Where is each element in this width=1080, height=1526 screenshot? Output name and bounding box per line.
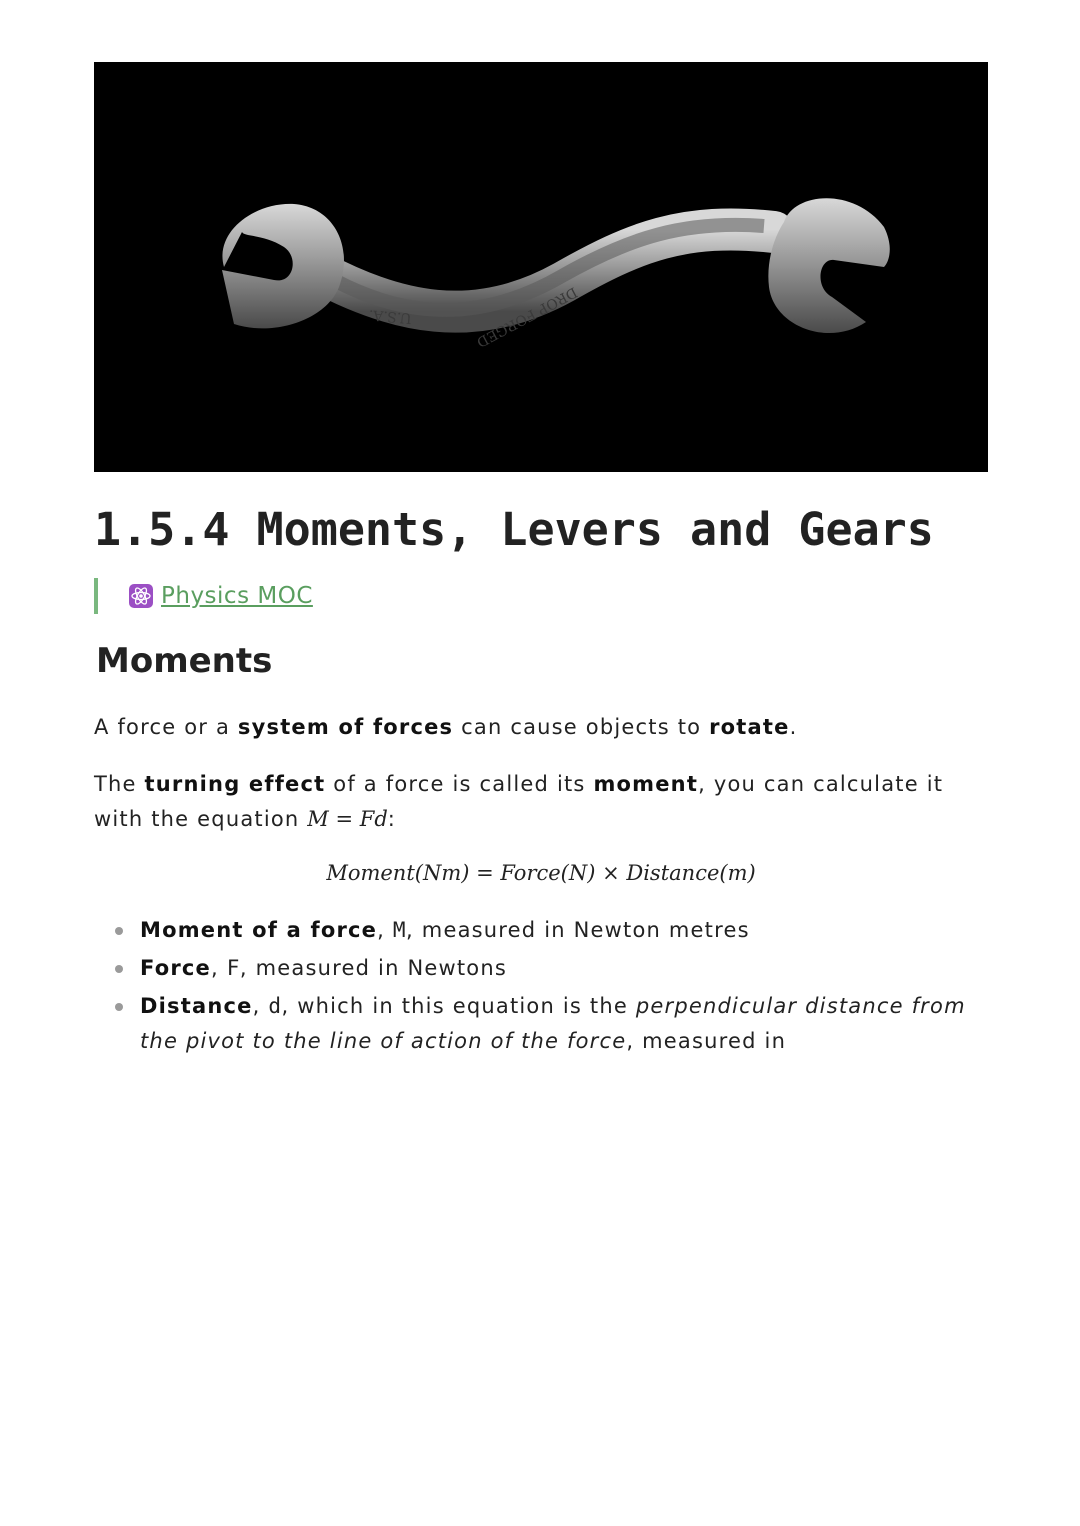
text: , (210, 956, 227, 980)
text: of a force is called its (325, 772, 594, 796)
bold-text: rotate (709, 715, 790, 739)
page-title: 1.5.4 Moments, Levers and Gears (94, 503, 934, 556)
stamp-drop-forged: DROP FORGED (473, 283, 580, 350)
banner-image (94, 62, 988, 472)
bold-text: Force (140, 956, 211, 980)
blockquote (94, 578, 988, 614)
atom-icon (129, 584, 153, 608)
symbol: d (268, 994, 282, 1018)
text: , (377, 918, 393, 942)
paragraph-moment (94, 767, 988, 837)
text: : (387, 807, 397, 831)
physics-moc-link[interactable] (129, 583, 313, 609)
section-heading: Moments (96, 641, 273, 681)
display-equation: Moment(Nm) = Force(N) × Distance(m) (326, 861, 756, 885)
text: A force or a (94, 715, 238, 739)
list-item (140, 913, 988, 948)
bold-text: turning effect (144, 772, 326, 796)
bold-text: moment (593, 772, 699, 796)
text: , measured in Newton metres (406, 918, 750, 942)
text: The (94, 772, 145, 796)
note-page (94, 62, 988, 1062)
bold-text: Distance (140, 994, 253, 1018)
definition-list (94, 913, 988, 1059)
text: . (789, 715, 798, 739)
physics-moc-label: Physics MOC (161, 583, 313, 609)
symbol: M (392, 918, 407, 942)
stamp-usa: U.S.A. (368, 306, 413, 326)
bold-text: Moment of a force (140, 918, 378, 942)
text: , you can calculate it with the equation (94, 772, 944, 831)
bold-text: system of forces (237, 715, 454, 739)
text: , (252, 994, 269, 1018)
symbol: F (226, 956, 240, 980)
list-item (140, 989, 988, 1059)
italic-text: perpendicular distance from the pivot to the line of action of the force (140, 994, 966, 1053)
list-item (140, 951, 988, 986)
text: , measured in (626, 1029, 787, 1053)
text: , which in this equation is the (281, 994, 636, 1018)
wrench-photo (94, 62, 988, 472)
text: can cause objects to (453, 715, 710, 739)
paragraph-forces (94, 710, 988, 745)
inline-equation: M = Fd (307, 807, 388, 831)
text: , measured in Newtons (239, 956, 507, 980)
